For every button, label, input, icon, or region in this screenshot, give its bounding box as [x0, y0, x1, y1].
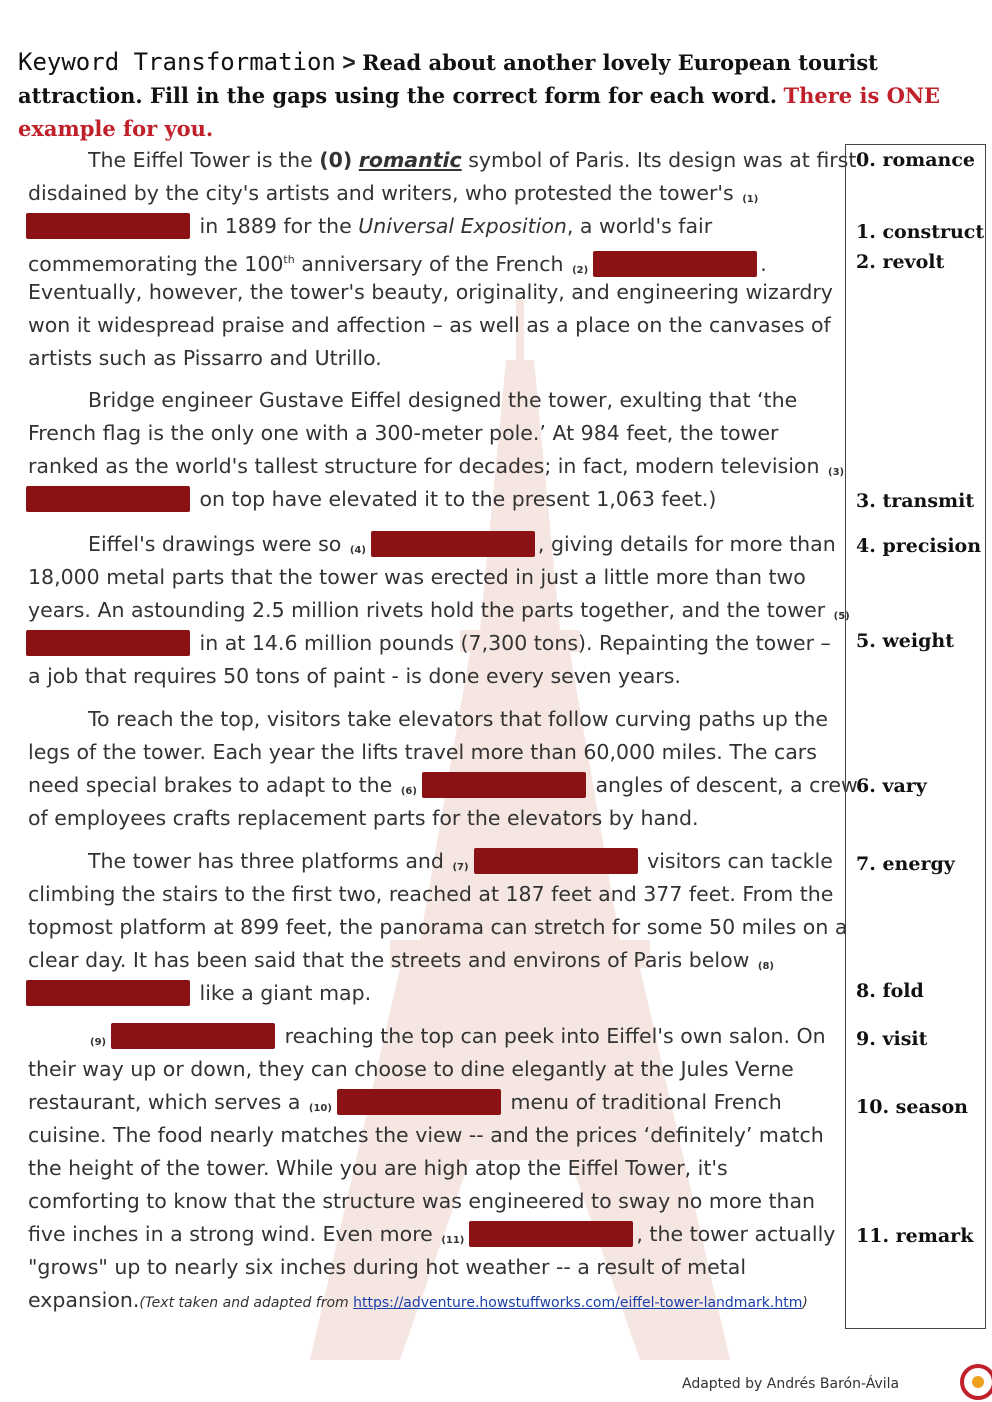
gap-number-0: (0) — [319, 148, 353, 172]
gap-9-field[interactable] — [111, 1023, 275, 1049]
text-line: in at 14.6 million pounds (7,300 tons). Repainting the tower – — [28, 627, 852, 660]
text-line: climbing the stairs to the first two, reached at 187 feet and 377 feet. From the — [28, 882, 834, 906]
keyword-8: 8. fold — [856, 980, 924, 1002]
gap-7-field[interactable] — [474, 848, 638, 874]
gap-1-field[interactable] — [26, 213, 190, 239]
text-line: The Eiffel Tower is the (0) romantic symbol of Paris. Its design was at first — [88, 148, 857, 172]
gap-number-4: (4) — [349, 545, 366, 556]
text-line: Eiffel's drawings were so (4) , giving details for more than — [88, 532, 836, 556]
gap-3-field[interactable] — [26, 486, 190, 512]
gap-number-3: (3) — [828, 467, 845, 478]
gap-number-6: (6) — [400, 786, 417, 797]
gap-number-9: (9) — [90, 1037, 107, 1048]
keyword-4: 4. precision — [856, 535, 982, 557]
text-line: expansion.(Text taken and adapted from https://adventure.howstuffworks.com/eiffel-tower-landmark.htm) — [28, 1288, 808, 1312]
gap-number-8: (8) — [757, 961, 775, 972]
text-line: of employees crafts replacement parts for the elevators by hand. — [28, 806, 699, 830]
text-line: "grows" up to nearly six inches during hot weather -- a result of metal — [28, 1255, 747, 1279]
logo-icon — [958, 1362, 992, 1402]
exercise-header — [18, 46, 986, 145]
text-line: five inches in a strong wind. Even more (11) , the tower actually — [28, 1222, 836, 1246]
gap-number-7: (7) — [452, 862, 469, 873]
gap-6-field[interactable] — [422, 772, 586, 798]
keyword-7: 7. energy — [856, 853, 955, 875]
paragraph-5 — [28, 845, 847, 1010]
text-line: need special brakes to adapt to the (6) angles of descent, a crew — [28, 773, 858, 797]
text-line: the height of the tower. While you are high atop the Eiffel Tower, it's — [28, 1156, 728, 1180]
text-line: disdained by the city's artists and writers, who protested the tower's (1) — [28, 181, 759, 205]
gap-number-1: (1) — [742, 194, 759, 205]
text-line: ranked as the world's tallest structure for decades; in fact, modern television (3) — [28, 454, 845, 478]
text-line: years. An astounding 2.5 million rivets hold the parts together, and the tower (5) — [28, 598, 850, 622]
text-line: Bridge engineer Gustave Eiffel designed the tower, exulting that ‘the — [88, 388, 798, 412]
keyword-2: 2. revolt — [856, 251, 945, 273]
example-answer: romantic — [358, 148, 462, 172]
gap-10-field[interactable] — [337, 1089, 501, 1115]
text-line: cuisine. The food nearly matches the view -- and the prices ‘definitely’ match — [28, 1123, 824, 1147]
paragraph-4 — [28, 703, 858, 835]
text-line: on top have elevated it to the present 1,063 feet.) — [28, 483, 846, 516]
keyword-0: 0. romance — [856, 149, 976, 171]
paragraph-1 — [28, 144, 856, 375]
text-line: a job that requires 50 tons of paint - is done every seven years. — [28, 664, 681, 688]
instructions: Read about another lovely European tourist attraction. Fill in the gaps using the correct form for each word. — [18, 50, 878, 108]
gap-number-2: (2) — [572, 264, 589, 276]
paragraph-3 — [28, 528, 852, 693]
exercise-type-label: Keyword Transformation — [18, 48, 336, 76]
text-line: legs of the tower. Each year the lifts travel more than 60,000 miles. The cars — [28, 740, 817, 764]
text-line: in 1889 for the Universal Exposition, a world's fair — [28, 210, 856, 243]
text-line: 18,000 metal parts that the tower was erected in just a little more than two — [28, 565, 806, 589]
gap-2-field[interactable] — [593, 251, 757, 277]
keyword-1: 1. construct — [856, 221, 985, 243]
text-line: (9) reaching the top can peek into Eiffel's own salon. On — [90, 1024, 826, 1048]
text-line: won it widespread praise and affection – as well as a place on the canvases of — [28, 313, 831, 337]
text-line: clear day. It has been said that the streets and environs of Paris below (8) — [28, 948, 775, 972]
example-note: There is ONE example for you. — [18, 83, 941, 141]
gap-5-field[interactable] — [26, 630, 190, 656]
gap-number-11: (11) — [441, 1235, 465, 1246]
text-line: topmost platform at 899 feet, the panorama can stretch for some 50 miles on a — [28, 915, 848, 939]
text-line: To reach the top, visitors take elevators that follow curving paths up the — [88, 707, 829, 731]
keyword-6: 6. vary — [856, 775, 927, 797]
text-line: like a giant map. — [28, 977, 847, 1010]
gap-number-5: (5) — [833, 611, 850, 622]
keyword-9: 9. visit — [856, 1028, 928, 1050]
gap-11-field[interactable] — [469, 1221, 633, 1247]
arrow-icon: > — [342, 49, 356, 75]
gap-number-10: (10) — [308, 1103, 332, 1114]
source-note: (Text taken and adapted from — [139, 1295, 354, 1311]
text-line: comforting to know that the structure was engineered to sway no more than — [28, 1189, 816, 1213]
paragraph-6 — [28, 1020, 835, 1317]
paragraph-2 — [28, 384, 846, 516]
text-line: Eventually, however, the tower's beauty, originality, and engineering wizardry — [28, 280, 833, 304]
keyword-10: 10. season — [856, 1096, 968, 1118]
text-line: French flag is the only one with a 300-meter pole.’ At 984 feet, the tower — [28, 421, 779, 445]
credit-line: Adapted by Andrés Barón-Ávila — [682, 1376, 900, 1392]
gap-8-field[interactable] — [26, 980, 190, 1006]
gap-4-field[interactable] — [371, 531, 535, 557]
keyword-box — [845, 144, 986, 1329]
source-link[interactable]: https://adventure.howstuffworks.com/eiffel-tower-landmark.htm — [353, 1295, 803, 1311]
text-line: commemorating the 100th anniversary of the French (2) . — [28, 251, 767, 276]
text-line: The tower has three platforms and (7) visitors can tackle — [88, 849, 833, 873]
keyword-11: 11. remark — [856, 1225, 974, 1247]
keyword-5: 5. weight — [856, 630, 954, 652]
text-line: artists such as Pissarro and Utrillo. — [28, 346, 382, 370]
text-line: restaurant, which serves a (10) menu of traditional French — [28, 1090, 782, 1114]
keyword-3: 3. transmit — [856, 490, 975, 512]
text-line: their way up or down, they can choose to dine elegantly at the Jules Verne — [28, 1057, 794, 1081]
